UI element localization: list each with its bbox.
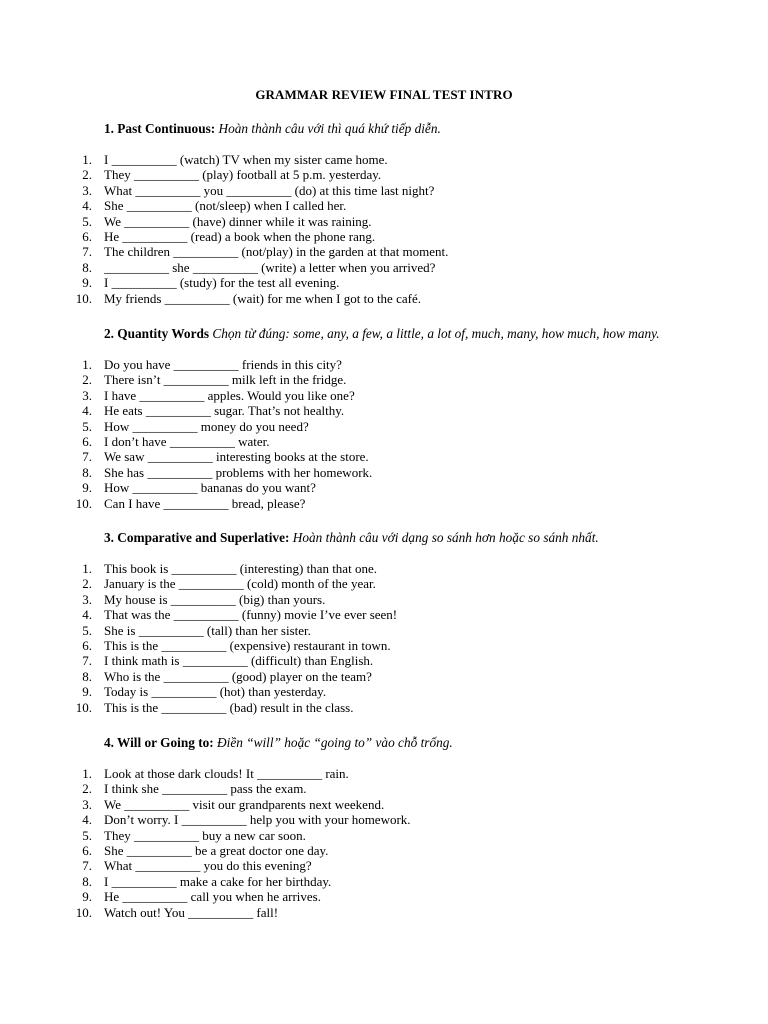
item-text: I __________ (watch) TV when my sister came home. <box>104 152 388 167</box>
item-number: 9. <box>82 480 92 496</box>
item-text: Can I have __________ bread, please? <box>104 495 306 511</box>
item-number: 7. <box>82 244 92 260</box>
item-number: 10. <box>75 495 92 511</box>
item-text: There isn’t __________ milk left in the fridge. <box>104 372 347 388</box>
item-number: 1. <box>82 152 92 167</box>
section-title: 1. Past Continuous: <box>104 121 216 136</box>
item-number: 6. <box>82 842 92 858</box>
item-number: 2. <box>82 781 92 797</box>
item-text: My friends __________ (wait) for me when I got to the café. <box>104 290 421 306</box>
item-text: This is the __________ (bad) result in the class. <box>104 699 354 715</box>
item-number: 7. <box>82 653 92 669</box>
item-number: 4. <box>82 403 92 419</box>
item-number: 1. <box>82 561 92 576</box>
item-text: Look at those dark clouds! It __________ rain. <box>104 766 349 781</box>
item-number: 6. <box>82 228 92 244</box>
item-number: 4. <box>82 812 92 828</box>
item-text: I __________ (study) for the test all evening. <box>104 275 340 291</box>
item-text: I __________ make a cake for her birthday. <box>104 873 332 889</box>
section-instruction: Điền “will” hoặc “going to” vào chỗ trống. <box>217 735 453 750</box>
item-text: We saw __________ interesting books at the store. <box>104 449 369 465</box>
item-text: I don’t have __________ water. <box>104 433 270 449</box>
item-number: 9. <box>82 275 92 291</box>
section-heading <box>104 530 599 546</box>
item-text: She is __________ (tall) than her sister. <box>104 622 311 638</box>
item-text: She has __________ problems with her homework. <box>104 464 373 480</box>
section-title: 2. Quantity Words <box>104 326 210 341</box>
item-number: 4. <box>82 607 92 623</box>
item-number: 10. <box>75 290 92 306</box>
item-number: 2. <box>82 576 92 592</box>
item-text: He __________ call you when he arrives. <box>104 889 321 905</box>
item-text: What __________ you __________ (do) at this time last night? <box>104 182 435 198</box>
section-heading <box>104 326 660 342</box>
item-number: 2. <box>82 167 92 183</box>
item-number: 2. <box>82 372 92 388</box>
item-number: 1. <box>82 357 92 372</box>
item-number: 10. <box>75 699 92 715</box>
item-text: Watch out! You __________ fall! <box>104 904 279 920</box>
item-number: 8. <box>82 873 92 889</box>
item-number: 4. <box>82 198 92 214</box>
item-text: Today is __________ (hot) than yesterday. <box>104 684 327 700</box>
item-text: Do you have __________ friends in this city? <box>104 357 342 372</box>
item-number: 5. <box>82 213 92 229</box>
item-text: The children __________ (not/play) in the garden at that moment. <box>104 244 449 260</box>
document-title: GRAMMAR REVIEW FINAL TEST INTRO <box>255 87 513 102</box>
item-number: 9. <box>82 684 92 700</box>
item-number: 5. <box>82 418 92 434</box>
section-instruction: Chọn từ đúng: some, any, a few, a little, a lot of, much, many, how much, how many. <box>212 326 660 341</box>
item-text: I think she __________ pass the exam. <box>104 781 307 797</box>
item-text: January is the __________ (cold) month of the year. <box>104 576 376 592</box>
item-number: 5. <box>82 827 92 843</box>
item-number: 9. <box>82 889 92 905</box>
item-number: 3. <box>82 387 92 403</box>
item-text: He eats __________ sugar. That’s not healthy. <box>104 403 345 419</box>
item-text: That was the __________ (funny) movie I’ve ever seen! <box>104 607 398 623</box>
item-number: 7. <box>82 449 92 465</box>
item-text: This is the __________ (expensive) restaurant in town. <box>104 637 391 653</box>
item-number: 3. <box>82 591 92 607</box>
item-text: My house is __________ (big) than yours. <box>104 591 326 607</box>
item-text: __________ she __________ (write) a letter when you arrived? <box>104 259 436 275</box>
section-title: 4. Will or Going to: <box>104 735 214 750</box>
item-text: Who is the __________ (good) player on the team? <box>104 668 372 684</box>
item-number: 8. <box>82 259 92 275</box>
item-number: 6. <box>82 637 92 653</box>
item-number: 5. <box>82 622 92 638</box>
item-text: They __________ (play) football at 5 p.m. yesterday. <box>104 167 382 183</box>
item-number: 1. <box>82 766 92 781</box>
item-text: Don’t worry. I __________ help you with your homework. <box>104 812 411 828</box>
item-text: They __________ buy a new car soon. <box>104 827 306 843</box>
item-text: She __________ (not/sleep) when I called her. <box>104 198 347 214</box>
item-text: We __________ visit our grandparents next weekend. <box>104 796 385 812</box>
item-number: 8. <box>82 464 92 480</box>
section-title: 3. Comparative and Superlative: <box>104 530 290 545</box>
section-heading <box>104 121 441 137</box>
item-text: How __________ money do you need? <box>104 418 309 434</box>
section-heading <box>104 735 453 751</box>
item-text: We __________ (have) dinner while it was raining. <box>104 213 372 229</box>
item-number: 3. <box>82 796 92 812</box>
item-number: 3. <box>82 182 92 198</box>
item-text: I have __________ apples. Would you like one? <box>104 387 355 403</box>
item-number: 8. <box>82 668 92 684</box>
item-text: I think math is __________ (difficult) than English. <box>104 653 374 669</box>
item-text: This book is __________ (interesting) than that one. <box>104 561 377 576</box>
item-text: How __________ bananas do you want? <box>104 480 316 496</box>
section-instruction: Hoàn thành câu với thì quá khứ tiếp diễn. <box>218 121 441 136</box>
section-instruction: Hoàn thành câu với dạng so sánh hơn hoặc so sánh nhất. <box>292 530 599 545</box>
item-text: What __________ you do this evening? <box>104 858 312 874</box>
item-number: 6. <box>82 433 92 449</box>
item-text: He __________ (read) a book when the phone rang. <box>104 228 376 244</box>
item-text: She __________ be a great doctor one day. <box>104 842 329 858</box>
item-number: 10. <box>75 904 92 920</box>
item-number: 7. <box>82 858 92 874</box>
